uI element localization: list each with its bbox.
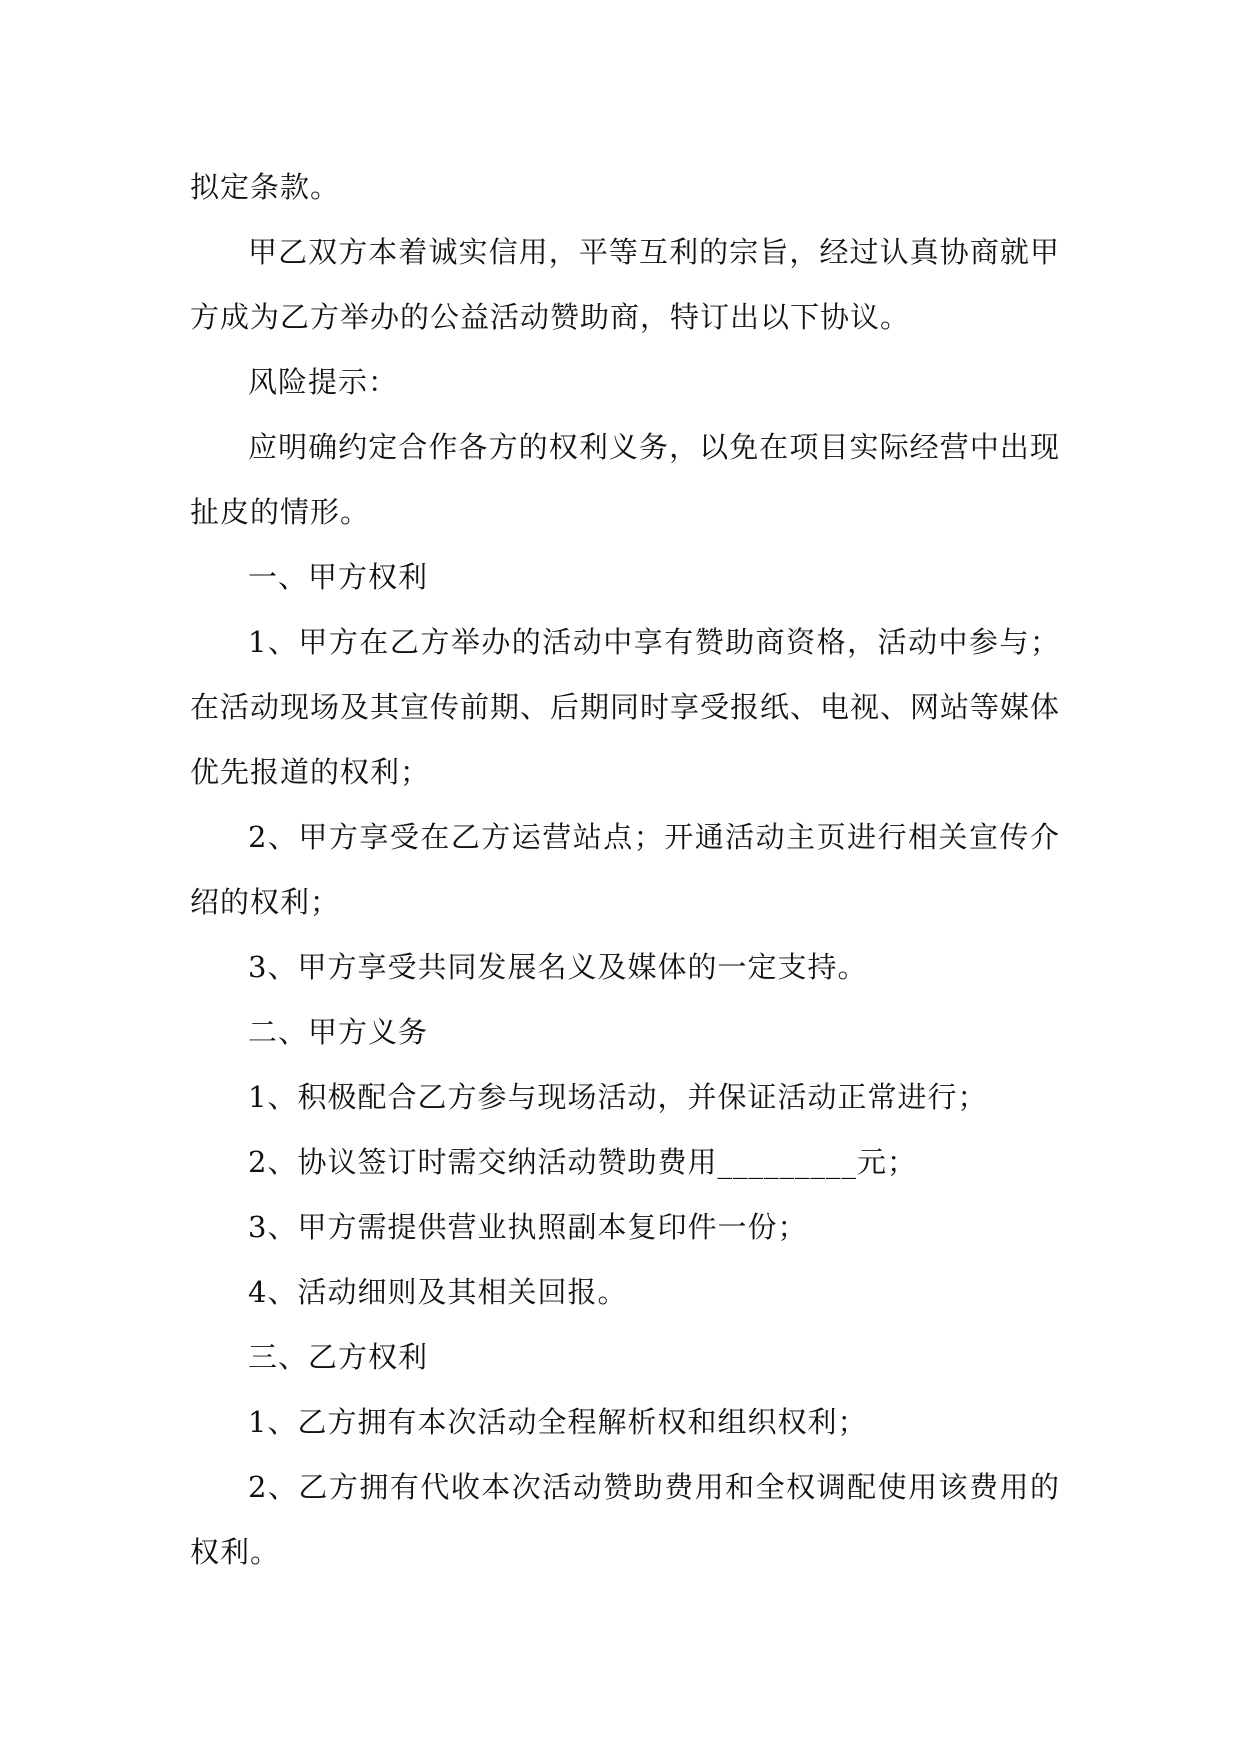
section-heading-party-a-obligations: 二、甲方义务 [248,1015,429,1049]
paragraph-risk-text: 应明确约定合作各方的权利义务，以免在项目实际经营中出现扯皮的情形。 [190,430,1060,529]
paragraph-risk-heading: 风险提示： [248,365,399,399]
paragraph-party-a-right-2: 2、甲方享受在乙方运营站点；开通活动主页进行相关宣传介绍的权利； [190,820,1060,919]
document-body [190,155,1060,1585]
paragraph-clause-fragment: 拟定条款。 [190,170,341,204]
paragraph-party-a-obligation-1: 1、积极配合乙方参与现场活动，并保证活动正常进行； [248,1080,988,1114]
paragraph-party-a-obligation-2: 2、协议签订时需交纳活动赞助费用_________元； [248,1145,917,1179]
paragraph-party-a-obligation-4: 4、活动细则及其相关回报。 [248,1275,628,1309]
section-heading-party-a-rights: 一、甲方权利 [248,560,429,594]
paragraph-party-a-right-1: 1、甲方在乙方举办的活动中享有赞助商资格，活动中参与；在活动现场及其宣传前期、后期同时享受报纸、电视、网站等媒体优先报道的权利； [190,625,1061,789]
paragraph-party-a-obligation-3: 3、甲方需提供营业执照副本复印件一份； [248,1210,808,1244]
paragraph-party-a-right-3: 3、甲方享受共同发展名义及媒体的一定支持。 [248,950,868,984]
paragraph-party-b-right-1: 1、乙方拥有本次活动全程解析权和组织权利； [248,1405,868,1439]
paragraph-intro: 甲乙双方本着诚实信用，平等互利的宗旨，经过认真协商就甲方成为乙方举办的公益活动赞助商，特订出以下协议。 [190,235,1060,334]
section-heading-party-b-rights: 三、乙方权利 [248,1340,429,1374]
paragraph-party-b-right-2: 2、乙方拥有代收本次活动赞助费用和全权调配使用该费用的权利。 [190,1470,1060,1569]
